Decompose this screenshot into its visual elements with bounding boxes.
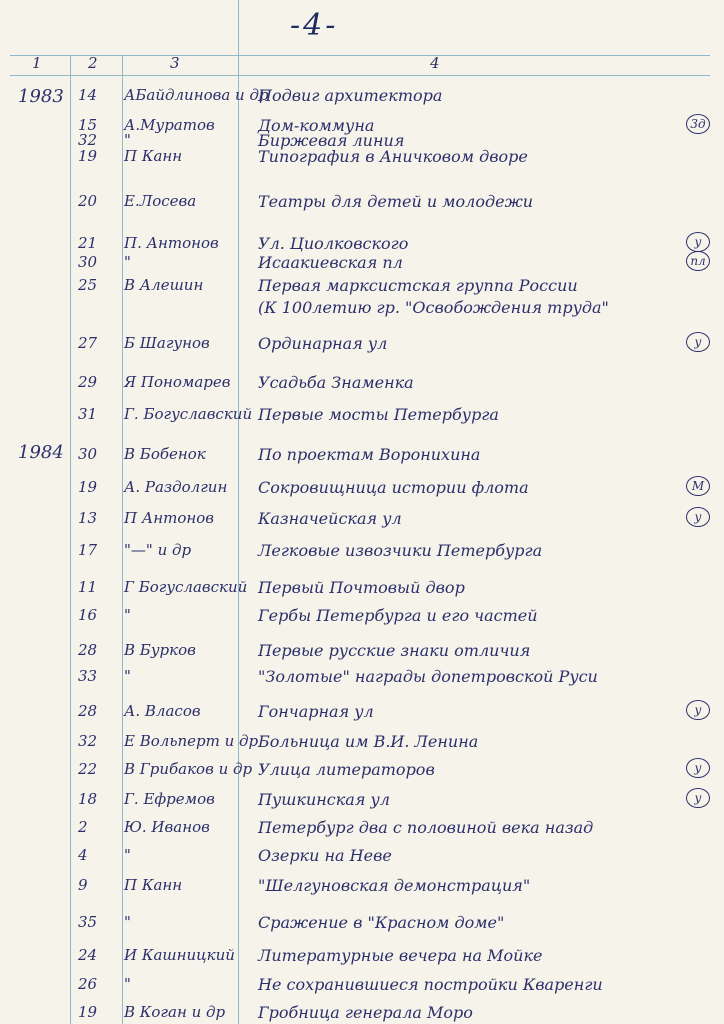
entry-mark: у — [686, 507, 710, 527]
column-divider — [122, 55, 123, 1024]
page-number: -4- — [290, 8, 339, 43]
entry-title: Театры для детей и молодежи — [258, 192, 534, 211]
entry-mark: М — [686, 476, 710, 496]
entry-number: 35 — [78, 913, 98, 931]
entry-title: Ул. Циолковского — [258, 234, 409, 253]
entry-title: Дом-коммуна — [258, 116, 375, 135]
entry-number: 17 — [78, 541, 98, 559]
entry-author: " — [124, 846, 131, 864]
entry-author: А. Власов — [124, 702, 201, 720]
entry-number: 26 — [78, 975, 98, 993]
entry-title: "Золотые" награды допетровской Руси — [258, 667, 598, 686]
entry-title: Озерки на Неве — [258, 846, 392, 865]
entry-title: Пушкинская ул — [258, 790, 390, 809]
entry-number: 30 — [78, 253, 98, 271]
entry-number: 21 — [78, 234, 98, 252]
entry-author: В Грибаков и др — [124, 760, 253, 778]
entry-number: 31 — [78, 405, 98, 423]
entry-title: Первый Почтовый двор — [258, 578, 465, 597]
entry-author: В Бурков — [124, 641, 196, 659]
entry-title: Сокровищница истории флота — [258, 478, 529, 497]
entry-number: 18 — [78, 790, 98, 808]
entry-number: 29 — [78, 373, 98, 391]
entry-author: " — [124, 131, 131, 149]
entry-mark: у — [686, 232, 710, 252]
entry-title: Больница им В.И. Ленина — [258, 732, 479, 751]
entry-author: П Антонов — [124, 509, 214, 527]
entry-mark: 3д — [686, 114, 710, 134]
header-rule-top — [10, 55, 710, 56]
entry-number: 25 — [78, 276, 98, 294]
entry-title: Улица литераторов — [258, 760, 435, 779]
entry-number: 11 — [78, 578, 98, 596]
entry-number: 2 — [78, 818, 88, 836]
entry-title: Типография в Аничковом дворе — [258, 147, 528, 166]
entry-title: Биржевая линия — [258, 131, 405, 150]
entry-author: И Кашницкий — [124, 946, 235, 964]
entry-author: " — [124, 606, 131, 624]
entry-title: Казначейская ул — [258, 509, 402, 528]
entry-number: 19 — [78, 1003, 98, 1021]
entry-number: 32 — [78, 732, 98, 750]
entry-author: В Коган и др — [124, 1003, 226, 1021]
entry-author: " — [124, 913, 131, 931]
column-header-1: 1 — [32, 54, 42, 72]
entry-number: 33 — [78, 667, 98, 685]
entry-mark: у — [686, 758, 710, 778]
entry-mark: пл — [686, 251, 710, 271]
entry-author: Ю. Иванов — [124, 818, 210, 836]
entry-author: "—" и др — [124, 541, 192, 559]
entry-number: 14 — [78, 86, 98, 104]
entry-title: "Шелгуновская демонстрация" — [258, 876, 531, 895]
entry-author: А. Раздолгин — [124, 478, 228, 496]
column-divider — [70, 55, 71, 1024]
entry-number: 28 — [78, 702, 98, 720]
entry-title: Ординарная ул — [258, 334, 388, 353]
entry-author: В Алешин — [124, 276, 204, 294]
entry-title: Усадьба Знаменка — [258, 373, 414, 392]
entry-mark: у — [686, 788, 710, 808]
entry-title: Подвиг архитектора — [258, 86, 443, 105]
entry-author: П. Антонов — [124, 234, 219, 252]
entry-number: 22 — [78, 760, 98, 778]
entry-title: (К 100летию гр. "Освобождения труда" — [258, 298, 609, 317]
entry-title: Гербы Петербурга и его частей — [258, 606, 538, 625]
entry-number: 32 — [78, 131, 98, 149]
entry-author: " — [124, 667, 131, 685]
entry-number: 24 — [78, 946, 98, 964]
entry-number: 4 — [78, 846, 88, 864]
column-header-4: 4 — [430, 54, 440, 72]
entry-author: А.Муратов — [124, 116, 215, 134]
entry-author: " — [124, 975, 131, 993]
entry-title: Гробница генерала Моро — [258, 1003, 473, 1022]
entry-number: 16 — [78, 606, 98, 624]
column-header-3: 3 — [170, 54, 180, 72]
entry-number: 20 — [78, 192, 98, 210]
entry-author: АБайдлинова и др — [124, 86, 269, 104]
entry-author: " — [124, 253, 131, 271]
entry-title: По проектам Воронихина — [258, 445, 481, 464]
entry-number: 9 — [78, 876, 88, 894]
entry-author: Е.Лосева — [124, 192, 197, 210]
entry-author: Я Пономарев — [124, 373, 231, 391]
entry-author: В Бобенок — [124, 445, 206, 463]
year-label: 1984 — [18, 442, 64, 463]
year-label: 1983 — [18, 86, 64, 107]
entry-title: Сражение в "Красном доме" — [258, 913, 505, 932]
entry-author: П Канн — [124, 876, 183, 894]
entry-number: 19 — [78, 478, 98, 496]
entry-mark: у — [686, 700, 710, 720]
entry-title: Первые русские знаки отличия — [258, 641, 531, 660]
entry-number: 13 — [78, 509, 98, 527]
entry-number: 30 — [78, 445, 98, 463]
entry-author: Б Шагунов — [124, 334, 210, 352]
entry-author: Г. Богуславский — [124, 405, 253, 423]
header-rule-bottom — [10, 75, 710, 76]
entry-title: Гончарная ул — [258, 702, 374, 721]
entry-number: 28 — [78, 641, 98, 659]
entry-author: П Канн — [124, 147, 183, 165]
entry-title: Первые мосты Петербурга — [258, 405, 499, 424]
entry-title: Первая марксистская группа России — [258, 276, 578, 295]
entry-author: Г. Ефремов — [124, 790, 215, 808]
entry-number: 27 — [78, 334, 98, 352]
entry-title: Исаакиевская пл — [258, 253, 403, 272]
entry-title: Литературные вечера на Мойке — [258, 946, 543, 965]
entry-author: Г Богуславский — [124, 578, 248, 596]
entry-number: 15 — [78, 116, 98, 134]
entry-title: Петербург два с половиной века назад — [258, 818, 594, 837]
entry-author: Е Вольперт и др — [124, 732, 259, 750]
column-header-2: 2 — [88, 54, 98, 72]
entry-title: Не сохранившиеся постройки Кваренги — [258, 975, 603, 994]
column-divider — [238, 0, 239, 1024]
entry-mark: у — [686, 332, 710, 352]
entry-title: Легковые извозчики Петербурга — [258, 541, 543, 560]
entry-number: 19 — [78, 147, 98, 165]
